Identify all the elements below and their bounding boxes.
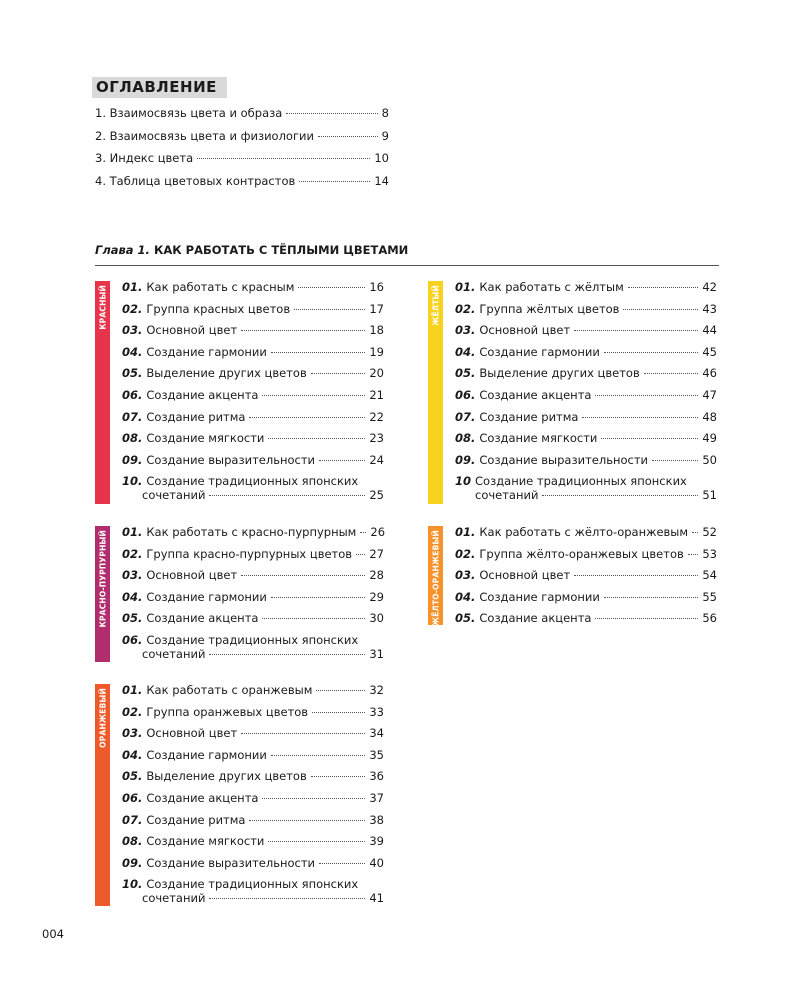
leader-dots bbox=[271, 352, 366, 353]
entry-label: Выделение других цветов bbox=[146, 366, 307, 381]
toc-entry[interactable] bbox=[122, 792, 384, 814]
section-items bbox=[122, 281, 384, 509]
section-bar-red-purple bbox=[95, 526, 110, 662]
section-items bbox=[455, 281, 717, 509]
chapter-divider bbox=[95, 265, 719, 266]
leader-dots bbox=[644, 373, 699, 374]
entry-label: Создание выразительности bbox=[479, 452, 649, 467]
leader-dots bbox=[628, 287, 699, 288]
toc-header bbox=[92, 77, 227, 98]
entry-number: 04. bbox=[122, 589, 143, 604]
leader-dots bbox=[271, 755, 366, 756]
leader-dots bbox=[604, 352, 699, 353]
toc-entry[interactable] bbox=[122, 706, 384, 728]
leader-dots bbox=[356, 554, 365, 555]
entry-page: 18 bbox=[369, 323, 384, 338]
entry-number: 03. bbox=[122, 568, 143, 583]
entry-page: 24 bbox=[369, 452, 384, 467]
entry-label: Создание гармонии bbox=[146, 344, 267, 359]
entry-number: 01. bbox=[122, 683, 143, 697]
entry-label: Создание ритма bbox=[146, 409, 246, 424]
entry-number: 07. bbox=[122, 409, 143, 424]
intro-item-page: 8 bbox=[381, 106, 389, 120]
toc-entry[interactable] bbox=[122, 389, 384, 411]
toc-entry[interactable] bbox=[122, 367, 384, 389]
toc-entry[interactable] bbox=[455, 346, 717, 368]
entry-label: Создание мягкости bbox=[146, 834, 265, 849]
entry-page: 20 bbox=[369, 366, 384, 381]
entry-number: 08. bbox=[455, 431, 476, 446]
toc-entry[interactable] bbox=[455, 548, 717, 570]
entry-label: Создание традиционных японских bbox=[146, 474, 359, 489]
toc-entry[interactable] bbox=[122, 548, 384, 570]
leader-dots bbox=[249, 417, 365, 418]
entry-number: 01. bbox=[455, 525, 476, 539]
toc-entry[interactable] bbox=[455, 475, 717, 509]
intro-item[interactable] bbox=[95, 175, 389, 198]
entry-page: 54 bbox=[702, 568, 717, 583]
entry-page: 32 bbox=[369, 683, 384, 697]
toc-entry[interactable] bbox=[455, 454, 717, 476]
toc-entry[interactable] bbox=[455, 367, 717, 389]
chapter-name: КАК РАБОТАТЬ С ТЁПЛЫМИ ЦВЕТАМИ bbox=[153, 243, 409, 257]
entry-label: Группа жёлтых цветов bbox=[479, 301, 620, 316]
toc-entry[interactable] bbox=[455, 324, 717, 346]
leader-dots bbox=[312, 712, 365, 713]
entry-label: Как работать с красным bbox=[146, 280, 295, 294]
intro-item-page: 14 bbox=[374, 174, 389, 189]
toc-entry[interactable] bbox=[122, 411, 384, 433]
toc-entry[interactable] bbox=[122, 878, 384, 912]
chapter-prefix: Глава 1. bbox=[95, 243, 150, 257]
toc-entry[interactable] bbox=[122, 857, 384, 879]
leader-dots bbox=[595, 618, 698, 619]
entry-number: 05. bbox=[122, 611, 143, 626]
entry-page: 25 bbox=[369, 488, 384, 503]
entry-page: 50 bbox=[702, 452, 717, 467]
entry-number: 04. bbox=[455, 344, 476, 359]
entry-number: 02. bbox=[455, 301, 476, 316]
leader-dots bbox=[294, 309, 365, 310]
entry-label: Группа жёлто-оранжевых цветов bbox=[479, 546, 684, 561]
entry-page: 31 bbox=[369, 646, 384, 661]
toc-entry[interactable] bbox=[122, 569, 384, 591]
toc-entry[interactable] bbox=[122, 324, 384, 346]
leader-dots bbox=[241, 733, 365, 734]
intro-item[interactable] bbox=[95, 107, 389, 130]
toc-entry[interactable] bbox=[122, 281, 384, 303]
intro-item-page: 10 bbox=[374, 151, 389, 166]
leader-dots bbox=[271, 597, 366, 598]
intro-item[interactable] bbox=[95, 152, 389, 175]
entry-number: 01. bbox=[122, 525, 143, 539]
entry-page: 42 bbox=[702, 280, 717, 294]
leader-dots bbox=[316, 690, 365, 691]
entry-page: 40 bbox=[369, 855, 384, 870]
leader-dots bbox=[298, 287, 365, 288]
leader-dots bbox=[319, 863, 365, 864]
section-bar-label: КРАСНЫЙ bbox=[98, 285, 107, 330]
leader-dots bbox=[311, 373, 366, 374]
entry-label: Создание акцента bbox=[146, 611, 259, 626]
leader-dots bbox=[604, 597, 699, 598]
intro-item-label: 2. Взаимосвязь цвета и физиологии bbox=[95, 128, 314, 143]
entry-label: Как работать с красно-пурпурным bbox=[146, 525, 357, 539]
entry-number: 05. bbox=[122, 366, 143, 381]
entry-number: 09. bbox=[122, 855, 143, 870]
toc-entry[interactable] bbox=[122, 814, 384, 836]
entry-number: 08. bbox=[122, 431, 143, 446]
entry-page: 38 bbox=[369, 812, 384, 827]
leader-dots bbox=[197, 158, 370, 159]
leader-dots bbox=[595, 395, 698, 396]
toc-entry[interactable] bbox=[122, 346, 384, 368]
intro-item[interactable] bbox=[95, 130, 389, 153]
intro-item-label: 1. Взаимосвязь цвета и образа bbox=[95, 106, 283, 120]
entry-page: 17 bbox=[369, 301, 384, 316]
entry-label: Создание акцента bbox=[479, 387, 592, 402]
leader-dots bbox=[688, 554, 699, 555]
entry-page: 47 bbox=[702, 387, 717, 402]
toc-entry[interactable] bbox=[455, 432, 717, 454]
entry-page: 52 bbox=[702, 525, 717, 539]
toc-entry[interactable] bbox=[122, 526, 384, 548]
entry-page: 34 bbox=[369, 726, 384, 741]
entry-label: Создание гармонии bbox=[146, 589, 267, 604]
entry-label: Основной цвет bbox=[146, 568, 238, 583]
entry-label: Создание ритма bbox=[146, 812, 246, 827]
entry-label: Создание мягкости bbox=[146, 431, 265, 446]
entry-number: 07. bbox=[455, 409, 476, 424]
entry-number: 06. bbox=[122, 790, 143, 805]
entry-label: Основной цвет bbox=[479, 568, 571, 583]
entry-label: Как работать с оранжевым bbox=[146, 683, 313, 697]
entry-number: 02. bbox=[122, 704, 143, 719]
entry-page: 22 bbox=[369, 409, 384, 424]
toc-entry[interactable] bbox=[122, 475, 384, 509]
entry-label: Выделение других цветов bbox=[146, 769, 307, 784]
entry-number: 04. bbox=[455, 589, 476, 604]
entry-number: 03. bbox=[455, 568, 476, 583]
toc-entry[interactable] bbox=[122, 591, 384, 613]
entry-number: 04. bbox=[122, 344, 143, 359]
entry-label: Выделение других цветов bbox=[479, 366, 640, 381]
entry-page: 51 bbox=[702, 488, 717, 503]
entry-number: 02. bbox=[455, 546, 476, 561]
toc-entry[interactable] bbox=[455, 612, 717, 634]
leader-dots bbox=[623, 309, 698, 310]
section-items bbox=[122, 526, 384, 668]
section-bar-label: ОРАНЖЕВЫЙ bbox=[98, 688, 107, 748]
leader-dots bbox=[209, 654, 365, 655]
leader-dots bbox=[574, 575, 698, 576]
entry-label: Создание акцента bbox=[146, 387, 259, 402]
toc-entry[interactable] bbox=[122, 770, 384, 792]
section-bar-label: КРАСНО-ПУРПУРНЫЙ bbox=[98, 530, 107, 628]
entry-number: 06. bbox=[122, 387, 143, 402]
section-bar-yellow-orange bbox=[428, 526, 443, 625]
toc-entry[interactable] bbox=[455, 281, 717, 303]
entry-number: 10. bbox=[122, 877, 143, 892]
entry-number: 07. bbox=[122, 812, 143, 827]
entry-page: 39 bbox=[369, 834, 384, 849]
section-items bbox=[455, 526, 717, 634]
toc-entry[interactable] bbox=[122, 612, 384, 634]
entry-label: Как работать с жёлтым bbox=[479, 280, 624, 294]
entry-page: 48 bbox=[702, 409, 717, 424]
entry-number: 03. bbox=[455, 323, 476, 338]
entry-label: Группа красно-пурпурных цветов bbox=[146, 546, 353, 561]
entry-page: 16 bbox=[369, 280, 384, 294]
entry-number: 03. bbox=[122, 323, 143, 338]
entry-label: Создание акцента bbox=[146, 790, 259, 805]
leader-dots bbox=[574, 330, 698, 331]
entry-number: 10 bbox=[455, 474, 472, 489]
chapter-title bbox=[95, 243, 408, 257]
entry-page: 45 bbox=[702, 344, 717, 359]
toc-entry[interactable] bbox=[455, 303, 717, 325]
leader-dots bbox=[268, 841, 365, 842]
intro-list bbox=[95, 107, 389, 198]
toc-entry[interactable] bbox=[455, 411, 717, 433]
entry-label: Создание гармонии bbox=[479, 589, 600, 604]
leader-dots bbox=[319, 460, 365, 461]
leader-dots bbox=[286, 113, 377, 114]
entry-label: Создание гармонии bbox=[146, 747, 267, 762]
entry-number: 04. bbox=[122, 747, 143, 762]
entry-number: 09. bbox=[122, 452, 143, 467]
section-bar-yellow bbox=[428, 281, 443, 504]
entry-number: 01. bbox=[122, 280, 143, 294]
leader-dots bbox=[601, 438, 698, 439]
intro-item-label: 4. Таблица цветовых контрастов bbox=[95, 174, 296, 189]
entry-page: 43 bbox=[702, 301, 717, 316]
entry-page: 21 bbox=[369, 387, 384, 402]
entry-number: 10. bbox=[122, 474, 143, 489]
entry-label: Основной цвет bbox=[146, 323, 238, 338]
entry-number: 05. bbox=[455, 366, 476, 381]
entry-label-continued: сочетаний bbox=[142, 646, 206, 661]
entry-number: 01. bbox=[455, 280, 476, 294]
entry-page: 19 bbox=[369, 344, 384, 359]
entry-label-continued: сочетаний bbox=[142, 488, 206, 503]
entry-number: 02. bbox=[122, 301, 143, 316]
leader-dots bbox=[268, 438, 365, 439]
entry-page: 29 bbox=[369, 589, 384, 604]
entry-number: 05. bbox=[122, 769, 143, 784]
leader-dots bbox=[652, 460, 698, 461]
toc-entry[interactable] bbox=[455, 526, 717, 548]
entry-page: 44 bbox=[702, 323, 717, 338]
toc-entry[interactable] bbox=[122, 634, 384, 668]
entry-page: 56 bbox=[702, 611, 717, 626]
entry-number: 06. bbox=[122, 632, 143, 647]
leader-dots bbox=[262, 618, 365, 619]
section-bar-label: ЖЁЛТЫЙ bbox=[431, 285, 440, 326]
entry-number: 05. bbox=[455, 611, 476, 626]
entry-number: 08. bbox=[122, 834, 143, 849]
toc-entry[interactable] bbox=[122, 454, 384, 476]
page-number: 004 bbox=[42, 927, 64, 941]
entry-page: 26 bbox=[370, 525, 386, 539]
entry-label: Создание акцента bbox=[479, 611, 592, 626]
toc-entry[interactable] bbox=[122, 727, 384, 749]
entry-page: 46 bbox=[702, 366, 717, 381]
leader-dots bbox=[241, 330, 365, 331]
entry-label: Создание традиционных японских bbox=[475, 474, 687, 489]
leader-dots bbox=[249, 820, 365, 821]
entry-page: 41 bbox=[369, 891, 384, 906]
entry-label: Создание ритма bbox=[479, 409, 579, 424]
toc-entry[interactable] bbox=[122, 684, 384, 706]
section-bar-red bbox=[95, 281, 110, 504]
entry-label: Создание традиционных японских bbox=[146, 632, 359, 647]
entry-page: 35 bbox=[369, 747, 384, 762]
intro-item-page: 9 bbox=[381, 128, 389, 143]
entry-page: 28 bbox=[369, 568, 384, 583]
section-items bbox=[122, 684, 384, 912]
entry-page: 33 bbox=[369, 704, 384, 719]
toc-entry[interactable] bbox=[455, 591, 717, 613]
leader-dots bbox=[692, 532, 698, 533]
entry-number: 06. bbox=[455, 387, 476, 402]
entry-number: 09. bbox=[455, 452, 476, 467]
entry-label: Создание традиционных японских bbox=[146, 877, 359, 892]
toc-entry[interactable] bbox=[122, 835, 384, 857]
leader-dots bbox=[262, 798, 365, 799]
leader-dots bbox=[542, 495, 698, 496]
leader-dots bbox=[209, 495, 365, 496]
entry-label: Группа красных цветов bbox=[146, 301, 291, 316]
entry-label: Группа оранжевых цветов bbox=[146, 704, 309, 719]
entry-label: Основной цвет bbox=[479, 323, 571, 338]
entry-page: 27 bbox=[369, 546, 384, 561]
leader-dots bbox=[209, 898, 365, 899]
section-bar-orange bbox=[95, 684, 110, 906]
entry-number: 02. bbox=[122, 546, 143, 561]
entry-page: 49 bbox=[702, 431, 717, 446]
entry-page: 23 bbox=[369, 431, 384, 446]
entry-label: Основной цвет bbox=[146, 726, 238, 741]
toc-entry[interactable] bbox=[122, 749, 384, 771]
leader-dots bbox=[311, 776, 366, 777]
toc-title: ОГЛАВЛЕНИЕ bbox=[96, 78, 217, 96]
entry-number: 03. bbox=[122, 726, 143, 741]
section-bar-label: ЖЁЛТО-ОРАНЖЕВЫЙ bbox=[431, 530, 440, 627]
entry-label: Создание мягкости bbox=[479, 431, 598, 446]
toc-entry[interactable] bbox=[122, 303, 384, 325]
entry-label: Как работать с жёлто-оранжевым bbox=[479, 525, 689, 539]
leader-dots bbox=[299, 181, 370, 182]
intro-item-label: 3. Индекс цвета bbox=[95, 151, 194, 166]
leader-dots bbox=[262, 395, 365, 396]
leader-dots bbox=[241, 575, 365, 576]
entry-label: Создание гармонии bbox=[479, 344, 600, 359]
leader-dots bbox=[582, 417, 698, 418]
entry-page: 55 bbox=[702, 589, 717, 604]
entry-page: 53 bbox=[702, 546, 717, 561]
toc-entry[interactable] bbox=[455, 569, 717, 591]
entry-label: Создание выразительности bbox=[146, 452, 316, 467]
leader-dots bbox=[318, 136, 378, 137]
toc-entry[interactable] bbox=[455, 389, 717, 411]
entry-label-continued: сочетаний bbox=[142, 891, 206, 906]
entry-page: 36 bbox=[369, 769, 384, 784]
entry-page: 37 bbox=[369, 790, 384, 805]
entry-page: 30 bbox=[369, 611, 384, 626]
entry-label: Создание выразительности bbox=[146, 855, 316, 870]
toc-entry[interactable] bbox=[122, 432, 384, 454]
leader-dots bbox=[360, 532, 366, 533]
entry-label-continued: сочетаний bbox=[475, 488, 539, 503]
